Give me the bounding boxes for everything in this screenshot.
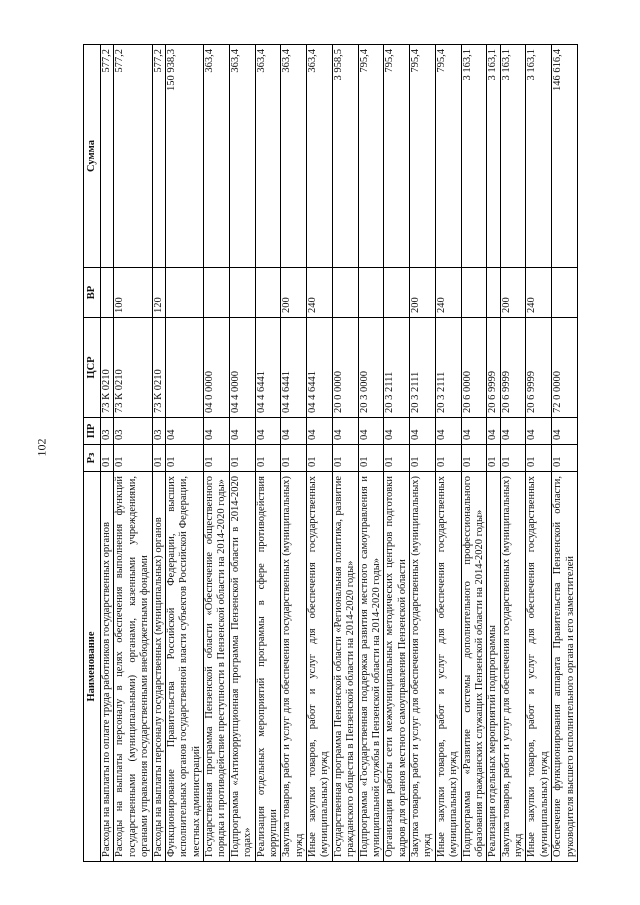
page-number: 102	[34, 438, 49, 457]
row-pr: 03	[152, 418, 165, 445]
row-rz: 01	[101, 445, 114, 472]
row-vr	[101, 268, 114, 318]
row-name: Реализация отдельных мероприятий подпрограммы	[487, 472, 500, 862]
row-csr: 20 3 2111	[435, 318, 461, 418]
row-rz: 01	[204, 445, 230, 472]
row-pr: 03	[114, 418, 152, 445]
row-sum: 3 163,1	[526, 45, 552, 268]
row-name: Иные закупки товаров, работ и услуг для обеспечения государственных (муниципальных) нужд	[435, 472, 461, 862]
row-vr	[204, 268, 230, 318]
header-rz: Рз	[84, 445, 101, 472]
row-sum: 577,2	[101, 45, 114, 268]
row-csr: 20 6 9999	[487, 318, 500, 418]
row-sum: 795,4	[435, 45, 461, 268]
row-sum: 795,4	[384, 45, 410, 268]
row-vr: 200	[500, 268, 526, 318]
row-pr: 04	[229, 418, 255, 445]
row-csr: 20 3 0000	[358, 318, 384, 418]
table-row	[435, 45, 461, 862]
row-sum: 577,2	[114, 45, 152, 268]
row-rz: 01	[307, 445, 333, 472]
row-csr: 20 0 0000	[332, 318, 358, 418]
row-rz: 01	[552, 445, 578, 472]
row-name: Подпрограмма «Государственная поддержка развития местного самоуправления и муниципальной службы в Пензенской области на 2014-2020 годы»	[358, 472, 384, 862]
row-rz: 01	[114, 445, 152, 472]
row-vr	[358, 268, 384, 318]
table-row	[255, 45, 281, 862]
row-pr: 04	[435, 418, 461, 445]
row-csr: 72 0 0000	[552, 318, 578, 418]
row-vr: 200	[281, 268, 307, 318]
row-rz: 01	[255, 445, 281, 472]
table-row	[410, 45, 436, 862]
row-pr: 04	[332, 418, 358, 445]
row-sum: 146 616,4	[552, 45, 578, 268]
row-vr	[487, 268, 500, 318]
table-row	[500, 45, 526, 862]
table-header-row	[84, 45, 101, 862]
row-sum: 363,4	[307, 45, 333, 268]
table-row	[152, 45, 165, 862]
row-sum: 795,4	[410, 45, 436, 268]
row-name: Государственная программа Пензенской области «Региональная политика, развитие гражданского общества в Пензенской области на 2014-2020 годы»	[332, 472, 358, 862]
row-pr: 04	[358, 418, 384, 445]
row-rz: 01	[332, 445, 358, 472]
row-csr: 20 6 0000	[461, 318, 487, 418]
row-vr	[165, 268, 203, 318]
row-pr: 04	[384, 418, 410, 445]
table-row	[229, 45, 255, 862]
row-vr	[552, 268, 578, 318]
table-row	[165, 45, 203, 862]
row-pr: 03	[101, 418, 114, 445]
row-rz: 01	[165, 445, 203, 472]
row-vr	[229, 268, 255, 318]
row-rz: 01	[229, 445, 255, 472]
budget-table	[83, 44, 578, 862]
table-row	[307, 45, 333, 862]
row-csr: 20 3 2111	[410, 318, 436, 418]
row-name: Государственная программа Пензенской области «Обеспечение общественного порядка и противодействие преступности в Пензенской области на 2014-2020 годы»	[204, 472, 230, 862]
table-row	[487, 45, 500, 862]
table-row	[114, 45, 152, 862]
header-csr: ЦСР	[84, 318, 101, 418]
row-rz: 01	[410, 445, 436, 472]
table-row	[358, 45, 384, 862]
row-rz: 01	[487, 445, 500, 472]
row-name: Иные закупки товаров, работ и услуг для обеспечения государственных (муниципальных) нужд	[526, 472, 552, 862]
row-sum: 363,4	[281, 45, 307, 268]
row-rz: 01	[384, 445, 410, 472]
row-pr: 04	[487, 418, 500, 445]
row-pr: 04	[255, 418, 281, 445]
header-sum: Сумма	[84, 45, 101, 268]
row-vr	[384, 268, 410, 318]
row-csr: 04 4 6441	[281, 318, 307, 418]
header-pr: ПР	[84, 418, 101, 445]
row-rz: 01	[281, 445, 307, 472]
row-name: Реализация отдельных мероприятий программы в сфере противодействия коррупции	[255, 472, 281, 862]
row-sum: 3 958,5	[332, 45, 358, 268]
row-name: Обеспечение функционирования аппарата Правительства Пензенской области, руководителя высшего исполнительного органа и его заместителей	[552, 472, 578, 862]
table-row	[552, 45, 578, 862]
row-pr: 04	[165, 418, 203, 445]
row-pr: 04	[461, 418, 487, 445]
row-name: Функционирование Правительства Российской Федерации, высших исполнительных органов государственной власти субъектов Российской Федерации, местных администраций	[165, 472, 203, 862]
row-csr: 04 0 0000	[204, 318, 230, 418]
row-rz: 01	[526, 445, 552, 472]
row-rz: 01	[435, 445, 461, 472]
row-pr: 04	[410, 418, 436, 445]
row-rz: 01	[500, 445, 526, 472]
row-pr: 04	[500, 418, 526, 445]
row-name: Организация работы сети межмуниципальных методических центров подготовки кадров для органов местного самоуправления Пензенской области	[384, 472, 410, 862]
table-row	[384, 45, 410, 862]
row-sum: 150 938,3	[165, 45, 203, 268]
row-rz: 01	[461, 445, 487, 472]
row-csr: 20 3 2111	[384, 318, 410, 418]
row-csr: 73 К 0210	[114, 318, 152, 418]
row-sum: 3 163,1	[487, 45, 500, 268]
header-name: Наименование	[84, 472, 101, 862]
row-vr: 200	[410, 268, 436, 318]
table-row	[461, 45, 487, 862]
row-csr: 04 4 0000	[229, 318, 255, 418]
row-csr: 20 6 9999	[526, 318, 552, 418]
row-csr: 04 4 6441	[255, 318, 281, 418]
row-sum: 577,2	[152, 45, 165, 268]
row-name: Закупка товаров, работ и услуг для обеспечения государственных (муниципальных) нужд	[281, 472, 307, 862]
row-vr	[255, 268, 281, 318]
row-name: Расходы на выплаты персоналу в целях обеспечения выполнения функций государственными (муниципальными) органами, казенными учреждениями, органами управления государственными внебюджетными фондами	[114, 472, 152, 862]
row-sum: 3 163,1	[461, 45, 487, 268]
row-vr: 100	[114, 268, 152, 318]
row-sum: 3 163,1	[500, 45, 526, 268]
row-pr: 04	[281, 418, 307, 445]
row-vr	[332, 268, 358, 318]
table-row	[281, 45, 307, 862]
header-vr: ВР	[84, 268, 101, 318]
row-csr: 73 К 0210	[152, 318, 165, 418]
row-csr: 20 6 9999	[500, 318, 526, 418]
row-name: Закупка товаров, работ и услуг для обеспечения государственных (муниципальных) нужд	[500, 472, 526, 862]
row-sum: 363,4	[255, 45, 281, 268]
row-sum: 795,4	[358, 45, 384, 268]
row-vr: 240	[435, 268, 461, 318]
row-name: Расходы на выплаты по оплате труда работников государственных органов	[101, 472, 114, 862]
row-name: Расходы на выплаты персоналу государственных (муниципальных) органов	[152, 472, 165, 862]
row-csr: 73 К 0210	[101, 318, 114, 418]
table-row	[526, 45, 552, 862]
row-rz: 01	[152, 445, 165, 472]
table-row	[332, 45, 358, 862]
row-sum: 363,4	[204, 45, 230, 268]
row-pr: 04	[552, 418, 578, 445]
table-row	[204, 45, 230, 862]
row-name: Подпрограмма «Антикоррупционная программа Пензенской области в 2014-2020 годах»	[229, 472, 255, 862]
row-name: Иные закупки товаров, работ и услуг для обеспечения государственных (муниципальных) нужд	[307, 472, 333, 862]
row-sum: 363,4	[229, 45, 255, 268]
table-row	[101, 45, 114, 862]
row-pr: 04	[307, 418, 333, 445]
row-vr: 240	[526, 268, 552, 318]
rotated-table-container	[83, 45, 576, 862]
row-vr	[461, 268, 487, 318]
row-pr: 04	[204, 418, 230, 445]
row-csr: 04 4 6441	[307, 318, 333, 418]
row-vr: 120	[152, 268, 165, 318]
row-pr: 04	[526, 418, 552, 445]
row-name: Закупка товаров, работ и услуг для обеспечения государственных (муниципальных) нужд	[410, 472, 436, 862]
row-rz: 01	[358, 445, 384, 472]
row-csr	[165, 318, 203, 418]
row-vr: 240	[307, 268, 333, 318]
row-name: Подпрограмма «Развитие системы дополнительного профессионального образования гражданских служащих Пензенской области на 2014-2020 годы»	[461, 472, 487, 862]
